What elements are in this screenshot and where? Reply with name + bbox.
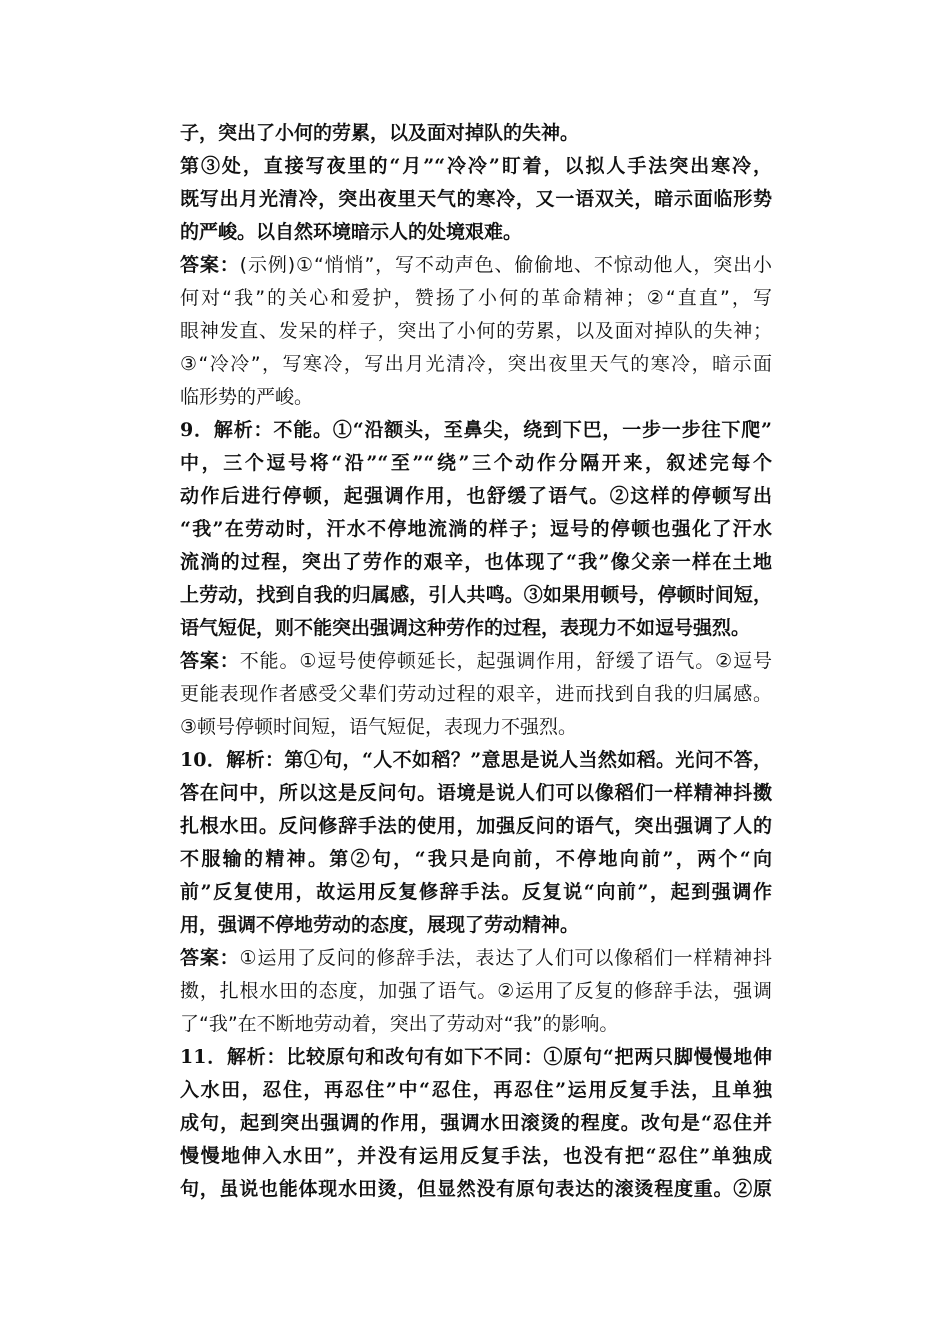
text-line [180,513,772,546]
paragraph-block [180,1041,772,1206]
text-line [180,348,772,381]
text-line [180,315,772,348]
line-text: 用，强调不停地劳动的态度，展现了劳动精神。 [180,914,580,936]
line-text: 慢慢地伸入水田”，并没有运用反复手法，也没有把“忍住”单独成 [180,1145,772,1167]
line-text: 动作后进行停顿，起强调作用，也舒缓了语气。②这样的停顿写出 [180,485,772,507]
line-text: 扎根水田。反问修辞手法的使用，加强反问的语气，突出强调了人的 [180,815,772,837]
paragraph-block [180,249,772,414]
text-line [180,744,772,777]
line-text: 不能。①逗号使停顿延长，起强调作用，舒缓了语气。②逗号 [239,650,772,672]
line-text: 第①句，“人不如稻？”意思是说人当然如稻。光问不答， [284,749,772,771]
line-text: 何对“我”的关心和爱护，赞扬了小何的革命精神；②“直直”，写 [180,287,772,309]
text-line [180,678,772,711]
line-text: 了“我”在不断地劳动着，突出了劳动对“我”的影响。 [180,1013,619,1035]
text-line [180,810,772,843]
line-text: 比较原句和改句有如下不同：①原句“把两只脚慢慢地伸 [286,1046,772,1068]
line-text: 流淌的过程，突出了劳作的艰辛，也体现了“我”像父亲一样在土地 [180,551,772,573]
text-line [180,711,772,744]
line-text: ③“冷冷”，写寒冷，写出月光清冷，突出夜里天气的寒冷，暗示面 [180,353,772,375]
document-page [180,117,772,1206]
text-line [180,183,772,216]
line-text: 更能表现作者感受父辈们劳动过程的艰辛，进而找到自我的归属感。 [180,683,772,705]
text-line [180,1173,772,1206]
paragraph-block [180,645,772,744]
answer-label: 11．解析： [180,1046,287,1068]
text-line [180,1008,772,1041]
text-line [180,1107,772,1140]
paragraph-block [180,942,772,1041]
line-text: 不能。①“沿额头，至鼻尖，绕到下巴，一步一步往下爬” [273,419,772,441]
text-line [180,942,772,975]
line-text: ③顿号停顿时间短，语气短促，表现力不强烈。 [180,716,578,738]
line-text: 不服输的精神。第②句，“我只是向前，不停地向前”，两个“向 [180,848,772,870]
line-text: (示例)①“悄悄”，写不动声色、偷偷地、不惊动他人，突出小 [239,254,772,276]
line-text: 前”反复使用，故运用反复修辞手法。反复说“向前”，起到强调作 [180,881,772,903]
text-line [180,843,772,876]
text-line [180,909,772,942]
line-text: ①运用了反问的修辞手法，表达了人们可以像稻们一样精神抖 [239,947,772,969]
line-text: 答在问中，所以这是反问句。语境是说人们可以像稻们一样精神抖擞 [180,782,772,804]
line-text: 上劳动，找到自我的归属感，引人共鸣。③如果用顿号，停顿时间短， [180,584,772,606]
text-line [180,777,772,810]
text-line [180,645,772,678]
text-line [180,150,772,183]
text-line [180,1140,772,1173]
line-text: 第③处，直接写夜里的“月”“冷冷”盯着，以拟人手法突出寒冷， [180,155,772,177]
paragraph-block [180,117,772,249]
answer-label: 9．解析： [180,419,274,441]
text-line [180,282,772,315]
text-line [180,876,772,909]
line-text: 既写出月光清冷，突出夜里天气的寒冷，又一语双关，暗示面临形势 [180,188,772,210]
line-text: 眼神发直、发呆的样子，突出了小何的劳累，以及面对掉队的失神； [180,320,772,342]
line-text: 的严峻。以自然环境暗示人的处境艰难。 [180,221,523,243]
text-line [180,117,772,150]
paragraph-block [180,744,772,942]
line-text: 入水田，忍住，再忍住”中“忍住，再忍住”运用反复手法，且单独 [180,1079,772,1101]
text-line [180,480,772,513]
text-line [180,1041,772,1074]
text-line [180,249,772,282]
text-line [180,975,772,1008]
line-text: 临形势的严峻。 [180,386,314,408]
answer-label: 答案： [180,650,240,672]
line-text: 语气短促，则不能突出强调这种劳作的过程，表现力不如逗号强烈。 [180,617,751,639]
text-line [180,546,772,579]
line-text: 擞，扎根水田的态度，加强了语气。②运用了反复的修辞手法，强调 [180,980,772,1002]
answer-label: 10．解析： [180,749,285,771]
paragraph-block [180,414,772,645]
line-text: 子，突出了小何的劳累，以及面对掉队的失神。 [180,122,580,144]
line-text: 句，虽说也能体现水田烫，但显然没有原句表达的滚烫程度重。②原 [180,1178,772,1200]
text-line [180,612,772,645]
answer-label: 答案： [180,947,240,969]
line-text: “我”在劳动时，汗水不停地流淌的样子；逗号的停顿也强化了汗水 [180,518,772,540]
text-line [180,447,772,480]
line-text: 中，三个逗号将“沿”“至”“绕”三个动作分隔开来，叙述完每个 [180,452,772,474]
text-line [180,381,772,414]
text-line [180,216,772,249]
line-text: 成句，起到突出强调的作用，强调水田滚烫的程度。改句是“忍住并 [180,1112,772,1134]
text-line [180,414,772,447]
text-line [180,579,772,612]
answer-label: 答案： [180,254,240,276]
text-line [180,1074,772,1107]
